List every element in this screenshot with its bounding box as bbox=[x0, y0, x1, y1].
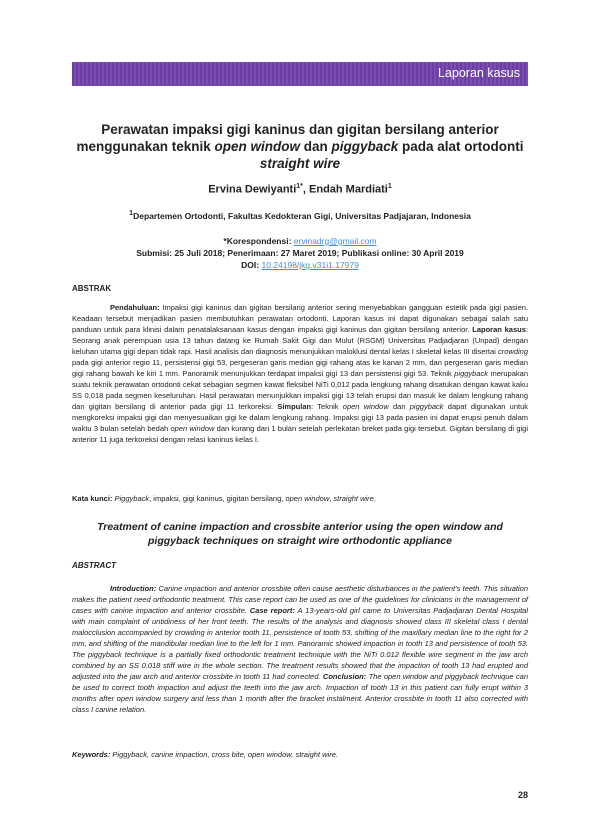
kata-kunci-text: , bbox=[329, 494, 334, 503]
simpulan-em: open window bbox=[170, 424, 215, 433]
simpulan-em: piggyback bbox=[409, 402, 444, 411]
simpulan-text: dan bbox=[388, 402, 410, 411]
title-em-open-window: open window bbox=[214, 139, 300, 154]
abstrak-heading: ABSTRAK bbox=[72, 284, 112, 293]
kata-kunci-em: straight wire bbox=[333, 494, 374, 503]
abstrak-paragraph bbox=[72, 302, 528, 445]
case-report-text: A 13-years-old girl came to Universitas Padjadjaran Dental Hospital with main complaint of untidiness of her front teeth. The results of the analysis and diagnosis showed class III skeletal class I dental malocclusion accompanied by crowding in anterior tooth 11, persistence of tooth 53, shifting of the maxillary median line to the right for 2 mm, and shifting of the mandibular median line to the left for 1 mm. Panoramic showed impaction in tooth 13 and persistence of tooth 53. The piggyback technique is a partially fixed orthodontic treatment technique with the NiTi 0.012 flexible wire segment in the jaw arch combined by an SS 0.018 stiff wire in the whole section. The treatment results showed that the impaction of tooth 13 had erupted and adjusted into the jaw arch and anterior crossbite in tooth 11 had corrected. bbox=[72, 606, 528, 681]
english-title: Treatment of canine impaction and crossbite anterior using the open window and piggyback techniques on straight wire orthodontic appliance bbox=[97, 521, 503, 547]
laporan-text: : Seorang anak perempuan usia 13 tahun datang ke Rumah Sakit Gigi dan Mulut (RSGM) Universitas Padjadjaran (Unpad) dengan keluhan utama gigi depan tidak rapi. Hasil analisis dan diagnosis menunjukkan maloklusi dental kelas I skeletal kelas III disertai bbox=[72, 325, 529, 356]
laporan-em: crowding bbox=[497, 347, 528, 356]
conclusion-text: The open window and piggyback technique can be used to correct tooth impaction and adjust the teeth into the jaw arch. Impaction of tooth 13 in this patient can fully erupt within 3 months after open window surgery and less than 1 month after the bracket instalment. Anterior crossbite in tooth 11 also corrected with class I canine relation. bbox=[72, 672, 528, 714]
doi-label: DOI: bbox=[241, 260, 262, 270]
case-report-label: Case report: bbox=[249, 606, 295, 615]
laporan-text: pada gigi anterior regio 11, persistensi gigi 53, pergeseran garis median gigi rahang atas ke kanan 2 mm, dan pergeseran garis median gigi rahang bawah ke kiri 1 mm. Panoramik menunjukkan terdapat impaksi gigi 13 dan persistensi gigi 53. Teknik bbox=[72, 358, 528, 378]
simpulan-text: : Teknik bbox=[311, 402, 343, 411]
pendahuluan-text: Impaksi gigi kaninus dan gigitan bersilang anterior sering menyebabkan gangguan estetik pada gigi pasien. Keadaan tersebut menjadikan pasien membutuhkan perawatan ortodonti. Laporan kasus ini dapat digunakan sebagai salah satu panduan untuk para klinisi dalam penatalaksanaan kasus dengan impaksi gigi kaninus dan gigitan bersilang anterior. bbox=[72, 303, 528, 334]
kata-kunci-text: . bbox=[373, 494, 376, 503]
correspondence-line bbox=[72, 235, 528, 247]
title-em-piggyback: piggyback bbox=[331, 139, 399, 154]
keywords-text: Piggyback, canine impaction, cross bite, open window, straight wire. bbox=[110, 750, 338, 759]
kata-kunci-em: Piggyback bbox=[114, 494, 150, 503]
author-2: Endah Mardiati bbox=[309, 183, 388, 196]
kata-kunci-em: open window bbox=[285, 494, 330, 503]
kata-kunci-text: , impaksi, gigi kaninus, gigitan bersilang, bbox=[149, 494, 286, 503]
article-title bbox=[72, 121, 528, 172]
author-separator: , bbox=[302, 183, 310, 196]
title-text: dan bbox=[299, 139, 332, 154]
simpulan-text: dan kurang dari 1 bulan setelah perlekatan breket pada gigi tersebut. Gigitan bersilang di gigi anterior 11 juga terkoreksi dengan relasi kaninus kelas I. bbox=[72, 424, 528, 444]
laporan-em: piggyback bbox=[454, 369, 489, 378]
section-label: Laporan kasus bbox=[437, 66, 520, 80]
laporan-label: Laporan kasus bbox=[472, 325, 526, 334]
submission-dates: Submisi: 25 Juli 2018; Penerimaan: 27 Maret 2019; Publikasi online: 30 April 2019 bbox=[136, 248, 464, 258]
kata-kunci-label: Kata kunci: bbox=[72, 494, 115, 503]
email-link[interactable]: ervinadrg@gmail.com bbox=[293, 236, 377, 246]
pendahuluan-label: Pendahuluan: bbox=[110, 303, 160, 312]
affiliation-text: Departemen Ortodonti, Fakultas Kedokteran Gigi, Universitas Padjajaran, Indonesia bbox=[133, 210, 471, 221]
simpulan-em: open window bbox=[342, 402, 389, 411]
simpulan-text: dapat digunakan untuk mengkoreksi impaksi gigi dan menyesuaikan gigi ke dalam lengkung rahang. Impaksi gigi 13 pada pasien ini dapat erupsi penuh dalam waktu 3 bulan setelah bedah bbox=[72, 402, 529, 433]
author-1: Ervina Dewiyanti bbox=[208, 183, 297, 196]
title-text: pada alat ortodonti bbox=[398, 139, 524, 154]
author-2-marker: 1 bbox=[387, 183, 392, 190]
introduction-text: Canine impaction and anterior crossbite often cause aesthetic disturbances in the patient's teeth. This situation makes the patient need orthodontic treatment. This case report can be used as one of the guidelines for clinicians in the management of cases with canine impaction and anterior crossbite. bbox=[72, 584, 528, 615]
correspondence-block bbox=[72, 235, 528, 271]
keywords-label: Keywords: bbox=[72, 750, 111, 759]
affiliation bbox=[72, 210, 528, 221]
abstract-heading: ABSTRACT bbox=[72, 561, 116, 570]
affiliation-marker: 1 bbox=[129, 210, 134, 217]
author-1-marker: 1* bbox=[296, 183, 303, 190]
keywords bbox=[72, 750, 528, 759]
conclusion-label: Conclusion: bbox=[322, 672, 367, 681]
laporan-text: merupakan suatu teknik perawatan ortodonti cekat sebagian segmen kawat fleksibel NiTi 0,012 pada lengkung rahang disatukan dengan kawat kaku SS 0,018 pada segmen keseluruhan. Hasil perawatan menunjukkan impaksi gigi 13 telah erupsi dan masuk ke dalam lengkung rahang dan gigitan bersilang di anterior pada gigi 11 terkoreksi. bbox=[72, 369, 528, 411]
simpulan-label: Simpulan bbox=[277, 402, 312, 411]
authors bbox=[72, 183, 528, 196]
page-number: 28 bbox=[517, 790, 528, 800]
doi-line bbox=[72, 259, 528, 271]
section-banner bbox=[72, 62, 528, 86]
introduction-label: Introduction: bbox=[110, 584, 157, 593]
abstract-paragraph bbox=[72, 583, 528, 715]
title-text: Perawatan impaksi gigi kaninus dan gigitan bersilang anterior menggunakan teknik bbox=[76, 122, 499, 154]
title-em-straight-wire: straight wire bbox=[259, 156, 341, 171]
doi-link[interactable]: 10.24198/jkg.v31i1.17979 bbox=[261, 260, 359, 270]
correspondence-label: *Korespondensi: bbox=[223, 236, 294, 246]
kata-kunci bbox=[72, 494, 528, 503]
